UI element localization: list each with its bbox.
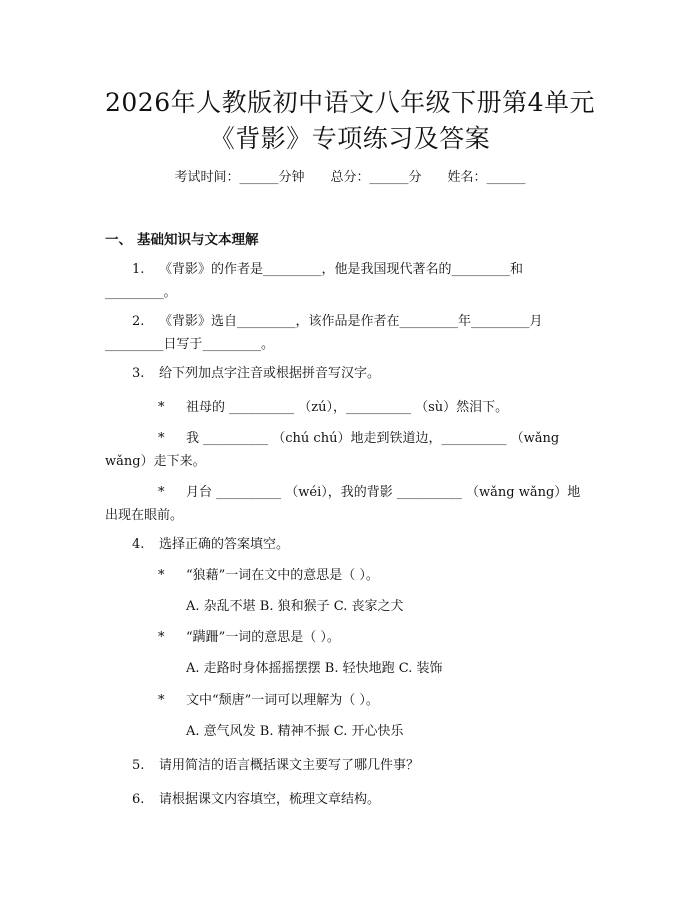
question-number: 3. — [132, 366, 145, 381]
question-text: 给下列加点字注音或根据拼音写汉字。 — [159, 366, 381, 381]
section-title: 基础知识与文本理解 — [137, 232, 259, 248]
exam-time: 考试时间：______分钟 — [174, 170, 305, 185]
question-text: 请用简洁的语言概括课文主要写了哪几件事？ — [159, 758, 420, 773]
question-3-bullet-1 — [158, 397, 508, 419]
exam-meta — [0, 169, 700, 187]
question-2-line-2: _________日写于_________。 — [105, 337, 275, 352]
question-4-sub-3 — [158, 690, 379, 712]
question-text: 选择正确的答案填空。 — [159, 537, 290, 552]
question-number: 1. — [132, 262, 145, 277]
bullet-icon: * — [158, 693, 165, 708]
question-text: 请根据课文内容填空，梳理文章结构。 — [159, 792, 381, 807]
question-4-sub-2-options: A. 走路时身体摇摇摆摆 B. 轻快地跑 C. 装饰 — [186, 661, 443, 676]
question-6 — [132, 789, 380, 811]
sub-question-text: “狼藉”一词在文中的意思是（ ）。 — [186, 568, 379, 583]
question-number: 2. — [132, 314, 145, 329]
section-number: 一、 — [105, 232, 132, 248]
bullet-icon: * — [158, 485, 165, 500]
student-name: 姓名：______ — [447, 170, 526, 185]
bullet-text: 祖母的 __________ （zú），__________ （sù）然泪下。 — [186, 400, 509, 415]
bullet-icon: * — [158, 400, 165, 415]
question-4-sub-3-options: A. 意气风发 B. 精神不振 C. 开心快乐 — [186, 724, 404, 739]
question-3-bullet-2-line-1 — [158, 428, 559, 450]
sub-question-text: 文中“颓唐”一词可以理解为（ ）。 — [186, 693, 379, 708]
question-1-line-1 — [132, 259, 523, 281]
bullet-text: 我 __________ （chú chú）地走到铁道边，__________ （wǎng — [186, 431, 560, 446]
total-score: 总分：______分 — [330, 170, 422, 185]
question-number: 6. — [132, 792, 145, 807]
bullet-text: 月台 __________ （wéi），我的背影 __________ （wǎng wǎng）地 — [186, 485, 581, 500]
question-number: 4. — [132, 537, 145, 552]
question-number: 5. — [132, 758, 145, 773]
question-4-sub-1-options: A. 杂乱不堪 B. 狼和猴子 C. 丧家之犬 — [186, 599, 404, 614]
question-1-line-2: _________。 — [105, 285, 177, 300]
bullet-icon: * — [158, 568, 165, 583]
title-line-2: 《背影》专项练习及答案 — [209, 124, 491, 153]
bullet-icon: * — [158, 431, 165, 446]
bullet-icon: * — [158, 630, 165, 645]
question-2-line-1 — [132, 311, 543, 333]
title-line-1: 2026年人教版初中语文八年级下册第4单元 — [104, 88, 596, 117]
question-3-bullet-2-line-2: wǎng）走下来。 — [105, 454, 206, 469]
question-3-bullet-3-line-2: 出现在眼前。 — [105, 508, 184, 523]
sub-question-text: “蹒跚”一词的意思是（ ）。 — [186, 630, 340, 645]
question-text: 《背影》的作者是_________，他是我国现代著名的_________和 — [159, 262, 524, 277]
question-text: 《背影》选自_________，该作品是作者在_________年_________月 — [159, 314, 543, 329]
question-4-sub-1 — [158, 565, 379, 587]
section-heading — [105, 231, 259, 249]
question-5 — [132, 755, 419, 777]
question-3 — [132, 363, 380, 385]
question-4 — [132, 534, 289, 556]
question-3-bullet-3-line-1 — [158, 482, 580, 504]
question-4-sub-2 — [158, 627, 340, 649]
